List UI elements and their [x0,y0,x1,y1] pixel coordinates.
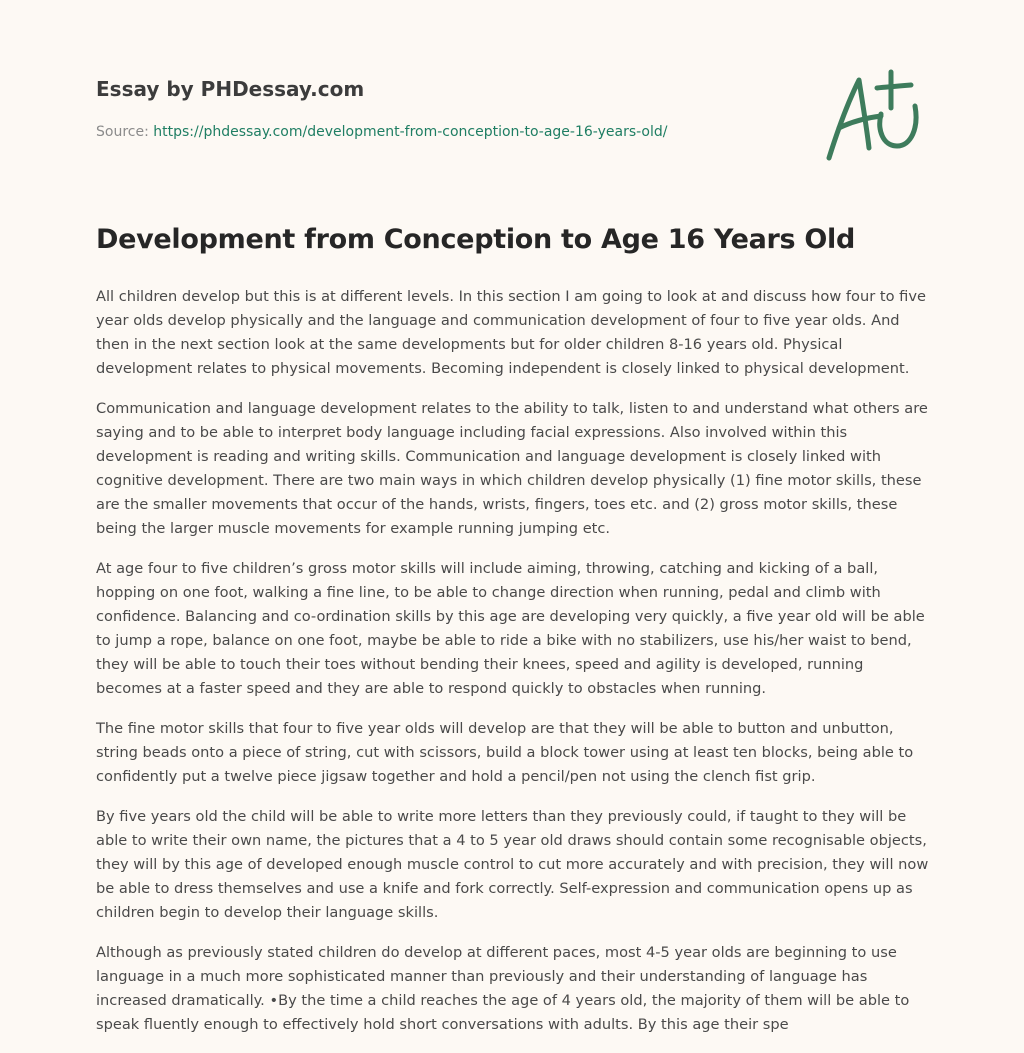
essay-paragraph: Although as previously stated children do develop at different paces, most 4-5 year olds are beginning to use language in a much more sophisticated manner than previously and their understanding of language has increased dramatically. •By the time a child reaches the age of 4 years old, the majority of them will be able to speak fluently enough to effectively hold short conversations with adults. By this age their spe [96,944,910,1033]
essay-paragraph: By five years old the child will be able to write more letters than they previously could, if taught to they will be able to write their own name, the pictures that a 4 to 5 year old draws should contain some recognisable objects, they will by this age of developed enough muscle control to cut more accurately and with precision, they will now be able to dress themselves and use a knife and fork correctly. Self-expression and communication opens up as children begin to develop their language skills. [96,808,929,921]
brand-title: Essay by PHDessay.com [96,77,365,101]
essay-paragraph: All children develop but this is at different levels. In this section I am going to look at and discuss how four to five year olds develop physically and the language and communication development of four to five year olds. And then in the next section look at the same developments but for older children 8-16 years old. Physical development relates to physical movements. Becoming independent is closely linked to physical development. [96,288,926,377]
source-label: Source: [96,124,149,140]
a-plus-logo-icon [821,66,931,166]
source-line [96,124,668,140]
essay-title: Development from Conception to Age 16 Years Old [96,224,856,255]
essay-paragraph: Communication and language development relates to the ability to talk, listen to and understand what others are saying and to be able to interpret body language including facial expressions. Also involved within this development is reading and writing skills. Communication and language development is closely linked with cognitive development. There are two main ways in which children develop physically (1) fine motor skills, these are the smaller movements that occur of the hands, wrists, fingers, toes etc. and (2) gross motor skills, these being the larger muscle movements for example running jumping etc. [96,400,928,537]
essay-body [96,285,930,1053]
essay-paragraph: At age four to five children’s gross motor skills will include aiming, throwing, catching and kicking of a ball, hopping on one foot, walking a fine line, to be able to change direction when running, pedal and climb with confidence. Balancing and co-ordination skills by this age are developing very quickly, a five year old will be able to jump a rope, balance on one foot, maybe be able to ride a bike with no stabilizers, use his/her waist to bend, they will be able to touch their toes without bending their knees, speed and agility is developed, running becomes at a faster speed and they are able to respond quickly to obstacles when running. [96,560,925,697]
essay-paragraph: The fine motor skills that four to five year olds will develop are that they will be able to button and unbutton, string beads onto a piece of string, cut with scissors, build a block tower using at least ten blocks, being able to confidently put a twelve piece jigsaw together and hold a pencil/pen not using the clench fist grip. [96,720,914,785]
page-header [96,0,926,200]
source-link[interactable]: https://phdessay.com/development-from-conception-to-age-16-years-old/ [153,124,668,140]
